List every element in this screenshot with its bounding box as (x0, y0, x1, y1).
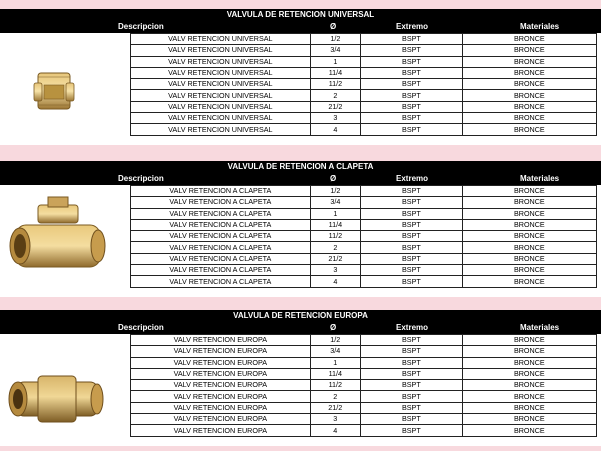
cell-diametro: 2 (310, 242, 360, 253)
cell-extremo: BSPT (361, 357, 463, 368)
col-header-extremo: Extremo (396, 22, 429, 31)
cell-descripcion: VALV RETENCION UNIVERSAL (131, 124, 311, 135)
col-header-materiales: Materiales (520, 174, 560, 183)
cell-materiales: BRONCE (462, 265, 596, 276)
col-header-diametro: Ø (330, 323, 337, 332)
cell-materiales: BRONCE (462, 402, 596, 413)
cell-extremo: BSPT (361, 391, 463, 402)
cell-materiales: BRONCE (462, 425, 596, 436)
table-row (131, 276, 597, 287)
cell-diametro: 1/2 (310, 186, 360, 197)
cell-extremo: BSPT (361, 208, 463, 219)
table-row (131, 45, 597, 56)
cell-materiales: BRONCE (462, 414, 596, 425)
product-table (130, 33, 597, 136)
cell-diametro: 3 (310, 414, 360, 425)
table-row (131, 335, 597, 346)
table-row (131, 208, 597, 219)
cell-descripcion: VALV RETENCION A CLAPETA (131, 186, 311, 197)
cell-materiales: BRONCE (462, 219, 596, 230)
cell-extremo: BSPT (361, 402, 463, 413)
table-row (131, 67, 597, 78)
cell-materiales: BRONCE (462, 231, 596, 242)
cell-extremo: BSPT (361, 90, 463, 101)
column-header-row (0, 173, 601, 185)
column-header-row (0, 322, 601, 334)
cell-diametro: 3/4 (310, 346, 360, 357)
table-row (131, 414, 597, 425)
cell-diametro: 11/4 (310, 219, 360, 230)
cell-diametro: 3/4 (310, 45, 360, 56)
cell-descripcion: VALV RETENCION A CLAPETA (131, 231, 311, 242)
cell-descripcion: VALV RETENCION A CLAPETA (131, 253, 311, 264)
cell-extremo: BSPT (361, 219, 463, 230)
cell-extremo: BSPT (361, 242, 463, 253)
cell-extremo: BSPT (361, 276, 463, 287)
cell-descripcion: VALV RETENCION UNIVERSAL (131, 34, 311, 45)
table-row (131, 391, 597, 402)
cell-materiales: BRONCE (462, 79, 596, 90)
col-header-extremo: Extremo (396, 323, 429, 332)
cell-descripcion: VALV RETENCION UNIVERSAL (131, 79, 311, 90)
cell-diametro: 21/2 (310, 101, 360, 112)
cell-diametro: 11/2 (310, 231, 360, 242)
cell-materiales: BRONCE (462, 357, 596, 368)
cell-diametro: 11/2 (310, 79, 360, 90)
table-row (131, 242, 597, 253)
cell-materiales: BRONCE (462, 67, 596, 78)
cell-descripcion: VALV RETENCION UNIVERSAL (131, 45, 311, 56)
table-row (131, 90, 597, 101)
section-universal (0, 9, 601, 145)
cell-materiales: BRONCE (462, 208, 596, 219)
section-clapeta (0, 161, 601, 297)
cell-diametro: 1/2 (310, 335, 360, 346)
cell-diametro: 3/4 (310, 197, 360, 208)
cell-descripcion: VALV RETENCION UNIVERSAL (131, 56, 311, 67)
cell-extremo: BSPT (361, 34, 463, 45)
col-header-materiales: Materiales (520, 323, 560, 332)
cell-descripcion: VALV RETENCION UNIVERSAL (131, 90, 311, 101)
cell-extremo: BSPT (361, 265, 463, 276)
cell-descripcion: VALV RETENCION EUROPA (131, 346, 311, 357)
cell-descripcion: VALV RETENCION EUROPA (131, 357, 311, 368)
cell-descripcion: VALV RETENCION UNIVERSAL (131, 67, 311, 78)
cell-diametro: 4 (310, 124, 360, 135)
section-title: VALVULA DE RETENCION EUROPA (0, 310, 601, 322)
table-row (131, 56, 597, 67)
cell-extremo: BSPT (361, 67, 463, 78)
cell-materiales: BRONCE (462, 90, 596, 101)
cell-extremo: BSPT (361, 231, 463, 242)
cell-diametro: 2 (310, 90, 360, 101)
cell-materiales: BRONCE (462, 242, 596, 253)
cell-materiales: BRONCE (462, 197, 596, 208)
cell-descripcion: VALV RETENCION A CLAPETA (131, 219, 311, 230)
cell-extremo: BSPT (361, 335, 463, 346)
cell-materiales: BRONCE (462, 346, 596, 357)
table-row (131, 253, 597, 264)
section-europa (0, 310, 601, 446)
cell-descripcion: VALV RETENCION EUROPA (131, 391, 311, 402)
table-row (131, 265, 597, 276)
cell-materiales: BRONCE (462, 335, 596, 346)
table-row (131, 380, 597, 391)
table-row (131, 346, 597, 357)
cell-diametro: 2 (310, 391, 360, 402)
cell-descripcion: VALV RETENCION UNIVERSAL (131, 113, 311, 124)
cell-diametro: 4 (310, 425, 360, 436)
cell-materiales: BRONCE (462, 34, 596, 45)
cell-diametro: 11/4 (310, 67, 360, 78)
table-row (131, 186, 597, 197)
cell-extremo: BSPT (361, 425, 463, 436)
cell-descripcion: VALV RETENCION A CLAPETA (131, 197, 311, 208)
cell-diametro: 3 (310, 113, 360, 124)
cell-descripcion: VALV RETENCION EUROPA (131, 368, 311, 379)
cell-materiales: BRONCE (462, 113, 596, 124)
column-header-row (0, 21, 601, 33)
col-header-diametro: Ø (330, 174, 337, 183)
cell-diametro: 21/2 (310, 253, 360, 264)
cell-descripcion: VALV RETENCION A CLAPETA (131, 208, 311, 219)
cell-descripcion: VALV RETENCION EUROPA (131, 414, 311, 425)
col-header-descripcion: Descripcion (118, 174, 164, 183)
cell-descripcion: VALV RETENCION UNIVERSAL (131, 101, 311, 112)
cell-materiales: BRONCE (462, 101, 596, 112)
cell-materiales: BRONCE (462, 368, 596, 379)
valve-universal-image (0, 33, 130, 145)
cell-extremo: BSPT (361, 346, 463, 357)
table-row (131, 79, 597, 90)
table-row (131, 402, 597, 413)
cell-extremo: BSPT (361, 253, 463, 264)
section-title: VALVULA DE RETENCION A CLAPETA (0, 161, 601, 173)
cell-diametro: 4 (310, 276, 360, 287)
table-row (131, 368, 597, 379)
cell-descripcion: VALV RETENCION A CLAPETA (131, 242, 311, 253)
cell-extremo: BSPT (361, 79, 463, 90)
cell-materiales: BRONCE (462, 56, 596, 67)
col-header-descripcion: Descripcion (118, 22, 164, 31)
cell-descripcion: VALV RETENCION EUROPA (131, 425, 311, 436)
table-row (131, 231, 597, 242)
cell-descripcion: VALV RETENCION A CLAPETA (131, 276, 311, 287)
valve-europa-image (0, 334, 130, 446)
table-row (131, 34, 597, 45)
table-row (131, 425, 597, 436)
cell-descripcion: VALV RETENCION A CLAPETA (131, 265, 311, 276)
cell-extremo: BSPT (361, 197, 463, 208)
cell-extremo: BSPT (361, 380, 463, 391)
cell-materiales: BRONCE (462, 391, 596, 402)
table-row (131, 113, 597, 124)
product-table (130, 334, 597, 437)
table-row (131, 197, 597, 208)
cell-extremo: BSPT (361, 368, 463, 379)
product-table (130, 185, 597, 288)
cell-diametro: 11/4 (310, 368, 360, 379)
cell-materiales: BRONCE (462, 186, 596, 197)
cell-diametro: 1 (310, 56, 360, 67)
cell-extremo: BSPT (361, 56, 463, 67)
table-row (131, 357, 597, 368)
cell-materiales: BRONCE (462, 124, 596, 135)
col-header-descripcion: Descripcion (118, 323, 164, 332)
cell-materiales: BRONCE (462, 276, 596, 287)
table-row (131, 101, 597, 112)
cell-descripcion: VALV RETENCION EUROPA (131, 335, 311, 346)
col-header-diametro: Ø (330, 22, 337, 31)
cell-extremo: BSPT (361, 101, 463, 112)
cell-extremo: BSPT (361, 414, 463, 425)
cell-materiales: BRONCE (462, 380, 596, 391)
section-title: VALVULA DE RETENCION UNIVERSAL (0, 9, 601, 21)
cell-materiales: BRONCE (462, 45, 596, 56)
cell-diametro: 1/2 (310, 34, 360, 45)
cell-diametro: 21/2 (310, 402, 360, 413)
cell-diametro: 1 (310, 357, 360, 368)
cell-extremo: BSPT (361, 124, 463, 135)
table-row (131, 219, 597, 230)
table-row (131, 124, 597, 135)
cell-extremo: BSPT (361, 45, 463, 56)
cell-descripcion: VALV RETENCION EUROPA (131, 402, 311, 413)
cell-materiales: BRONCE (462, 253, 596, 264)
cell-diametro: 11/2 (310, 380, 360, 391)
cell-extremo: BSPT (361, 186, 463, 197)
col-header-materiales: Materiales (520, 22, 560, 31)
cell-extremo: BSPT (361, 113, 463, 124)
cell-descripcion: VALV RETENCION EUROPA (131, 380, 311, 391)
col-header-extremo: Extremo (396, 174, 429, 183)
valve-clapeta-image (0, 185, 130, 297)
cell-diametro: 3 (310, 265, 360, 276)
cell-diametro: 1 (310, 208, 360, 219)
